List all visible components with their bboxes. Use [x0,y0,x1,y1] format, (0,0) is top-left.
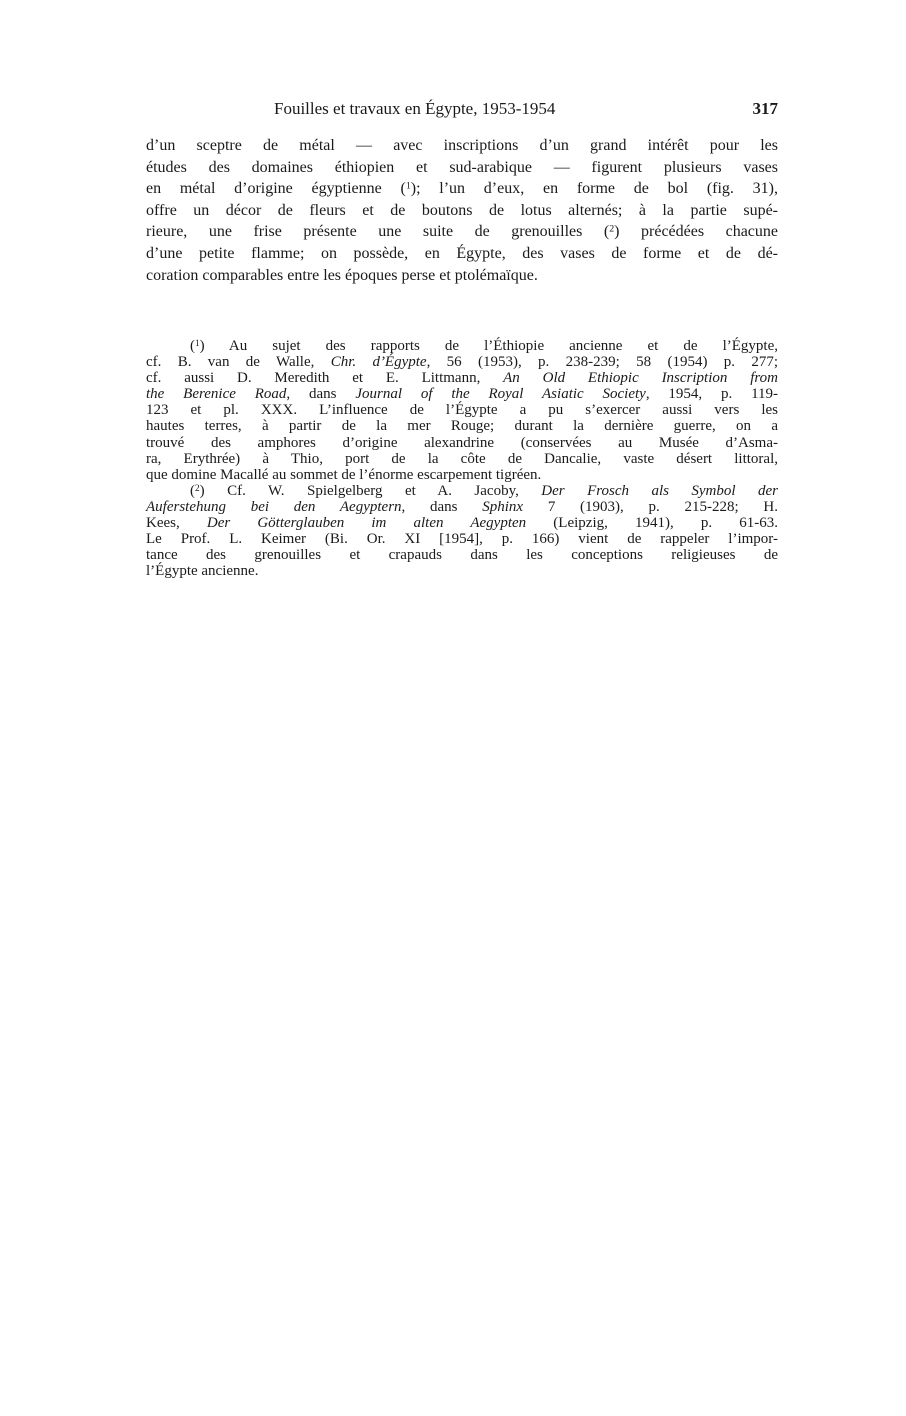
footnote-marker: 1 [195,338,200,349]
footnote-line: ($^1$) Au sujet des rapports de l’Éthiopie ancienne et de l’Égypte, [190,338,778,354]
footnote-line: que domine Macallé au sommet de l’énorme escarpement tigréen. [146,466,542,483]
footnote-line: Kees, Der Götterglauben im alten Aegypten (Leipzig, 1941), p. 61-63. [146,515,778,532]
footnote-line: ($^2$) Cf. W. Spielgelberg et A. Jacoby, Der Frosch als Symbol der [190,482,778,499]
body-line: coration comparables entre les époques perse et ptolémaïque. [146,266,538,284]
footnote-ref-1: 1 [405,180,411,192]
footnote-line: cf. aussi D. Meredith et E. Littmann, An Old Ethiopic Inscription from [146,370,778,387]
footnote-line: ra, Erythrée) à Thio, port de la côte de Dancalie, vaste désert littoral, [146,450,778,467]
footnote-line: tance des grenouilles et crapauds dans les conceptions religieuses de [146,547,778,564]
footnotes [146,338,778,579]
body-text [146,135,778,286]
footnote-line: the Berenice Road, dans Journal of the Royal Asiatic Society, 1954, p. 119- [146,386,779,403]
footnote-ref-2: 2 [609,223,615,235]
page-number: 317 [752,99,778,118]
footnote-2 [146,483,778,580]
body-line: d’un sceptre de métal — avec inscriptions d’un grand intérêt pour les [146,137,778,154]
footnote-line: l’Égypte ancienne. [146,563,259,580]
footnote-line: hautes terres, à partir de la mer Rouge; durant la dernière guerre, on a [146,418,778,435]
running-header [146,99,778,123]
footnote-line: trouvé des amphores d’origine alexandrine (conservées au Musée d’Asma- [146,434,778,451]
footnote-line: Auferstehung bei den Aegyptern, dans Sphinx 7 (1903), p. 215-228; H. [146,498,778,515]
footnote-line: 123 et pl. XXX. L’influence de l’Égypte a pu s’exercer aussi vers les [146,402,778,419]
footnote-line: Le Prof. L. Keimer (Bi. Or. XI [1954], p. 166) vient de rappeler l’impor- [146,531,778,548]
footnote-line: cf. B. van de Walle, Chr. d’Égypte, 56 (1953), p. 238-239; 58 (1954) p. 277; [146,354,779,371]
footnote-1 [146,338,778,483]
body-line: offre un décor de fleurs et de boutons de lotus alternés; à la partie supé- [146,201,778,219]
footnote-marker: 2 [195,483,200,494]
body-line: rieure, une frise présente une suite de grenouilles ($^2$) précédées chacune [146,223,779,241]
running-title: Fouilles et travaux en Égypte, 1953-1954 [274,99,556,118]
body-line: en métal d’origine égyptienne ($^1$); l’un d’eux, en forme de bol (fig. 31), [146,180,779,198]
body-line: études des domaines éthiopien et sud-arabique — figurent plusieurs vases [146,158,778,176]
body-line: d’une petite flamme; on possède, en Égypte, des vases de forme et de dé- [146,244,778,262]
